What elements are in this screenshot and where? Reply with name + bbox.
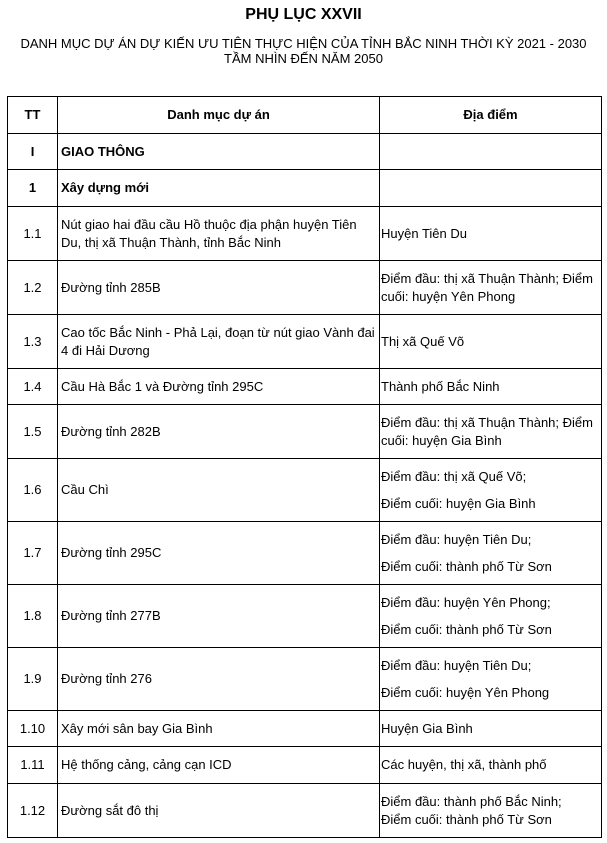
- row-tt: 1.10: [8, 711, 58, 747]
- header-location: Địa điểm: [380, 97, 602, 134]
- row-project-name: Cầu Chì: [58, 459, 380, 522]
- row-project-name: Đường tỉnh 295C: [58, 522, 380, 585]
- row-tt: 1.3: [8, 315, 58, 369]
- row-tt: 1.6: [8, 459, 58, 522]
- table-row: [8, 784, 602, 838]
- location-start: Điểm đầu: huyện Tiên Du;: [381, 657, 532, 673]
- table-header-row: [8, 97, 602, 134]
- row-tt: 1.7: [8, 522, 58, 585]
- row-project-name: Xây dựng mới: [58, 170, 380, 207]
- row-location: Các huyện, thị xã, thành phố: [380, 747, 602, 784]
- row-location: [380, 784, 602, 838]
- table-row: [8, 315, 602, 369]
- row-tt: 1: [8, 170, 58, 207]
- row-location: Điểm đầu: thị xã Thuận Thành; Điểm cuối: huyện Yên Phong: [380, 261, 602, 315]
- table-row: [8, 405, 602, 459]
- location-start: Điểm đầu: thị xã Quế Võ;: [381, 468, 527, 484]
- row-location: Điểm đầu: thị xã Thuận Thành; Điểm cuối: huyện Gia Bình: [380, 405, 602, 459]
- row-tt: 1.11: [8, 747, 58, 784]
- row-project-name: Đường tỉnh 285B: [58, 261, 380, 315]
- row-tt: 1.2: [8, 261, 58, 315]
- row-location: Thị xã Quế Võ: [380, 315, 602, 369]
- row-project-name: Đường sắt đô thị: [58, 784, 380, 838]
- table-row: [8, 459, 602, 522]
- row-tt: 1.9: [8, 648, 58, 711]
- row-location: [380, 522, 602, 585]
- row-location: Thành phố Bắc Ninh: [380, 369, 602, 405]
- row-location: [380, 585, 602, 648]
- row-tt: 1.5: [8, 405, 58, 459]
- table-row: [8, 134, 602, 170]
- location-end: Điểm cuối: huyện Gia Bình: [381, 495, 536, 511]
- table-row: [8, 585, 602, 648]
- row-location: [380, 459, 602, 522]
- row-project-name: Hệ thống cảng, cảng cạn ICD: [58, 747, 380, 784]
- row-project-name: Cao tốc Bắc Ninh - Phả Lại, đoạn từ nút giao Vành đai 4 đi Hải Dương: [58, 315, 380, 369]
- table-row: [8, 207, 602, 261]
- table-row: [8, 747, 602, 784]
- location-end: Điểm cuối: thành phố Từ Sơn: [381, 621, 552, 637]
- row-project-name: Xây mới sân bay Gia Bình: [58, 711, 380, 747]
- table-row: [8, 711, 602, 747]
- row-location: Huyện Tiên Du: [380, 207, 602, 261]
- location-end: Điểm cuối: huyện Yên Phong: [381, 684, 550, 700]
- subtitle-line-1: DANH MỤC DỰ ÁN DỰ KIẾN ƯU TIÊN THỰC HIỆN CỦA TỈNH BẮC NINH THỜI KỲ 2021 - 2030: [20, 36, 587, 51]
- location-start: Điểm đầu: huyện Yên Phong;: [381, 594, 551, 610]
- table-row: [8, 522, 602, 585]
- subtitle-line-2: TẦM NHÌN ĐẾN NĂM 2050: [224, 51, 383, 66]
- row-tt: 1.4: [8, 369, 58, 405]
- location-start: Điểm đầu: huyện Tiên Du;: [381, 531, 532, 547]
- location-start: Điểm đầu: thành phố Bắc Ninh;: [381, 793, 562, 809]
- header-project-name: Danh mục dự án: [58, 97, 380, 134]
- table-row: [8, 170, 602, 207]
- row-location: [380, 134, 602, 170]
- row-tt: I: [8, 134, 58, 170]
- row-project-name: Đường tỉnh 276: [58, 648, 380, 711]
- location-end: Điểm cuối: thành phố Từ Sơn: [381, 811, 552, 827]
- table-row: [8, 261, 602, 315]
- row-project-name: Đường tỉnh 282B: [58, 405, 380, 459]
- row-tt: 1.12: [8, 784, 58, 838]
- project-table: [7, 96, 602, 838]
- row-project-name: Đường tỉnh 277B: [58, 585, 380, 648]
- row-location: [380, 648, 602, 711]
- page-subtitle: [0, 36, 607, 66]
- table-row: [8, 369, 602, 405]
- page-title: PHỤ LỤC XXVII: [245, 6, 362, 23]
- row-location: Huyện Gia Bình: [380, 711, 602, 747]
- row-tt: 1.1: [8, 207, 58, 261]
- row-tt: 1.8: [8, 585, 58, 648]
- row-project-name: Nút giao hai đầu cầu Hồ thuộc địa phận huyện Tiên Du, thị xã Thuận Thành, tỉnh Bắc Ninh: [58, 207, 380, 261]
- row-project-name: GIAO THÔNG: [58, 134, 380, 170]
- row-project-name: Cầu Hà Bắc 1 và Đường tỉnh 295C: [58, 369, 380, 405]
- row-location: [380, 170, 602, 207]
- header-tt: TT: [8, 97, 58, 134]
- table-row: [8, 648, 602, 711]
- location-end: Điểm cuối: thành phố Từ Sơn: [381, 558, 552, 574]
